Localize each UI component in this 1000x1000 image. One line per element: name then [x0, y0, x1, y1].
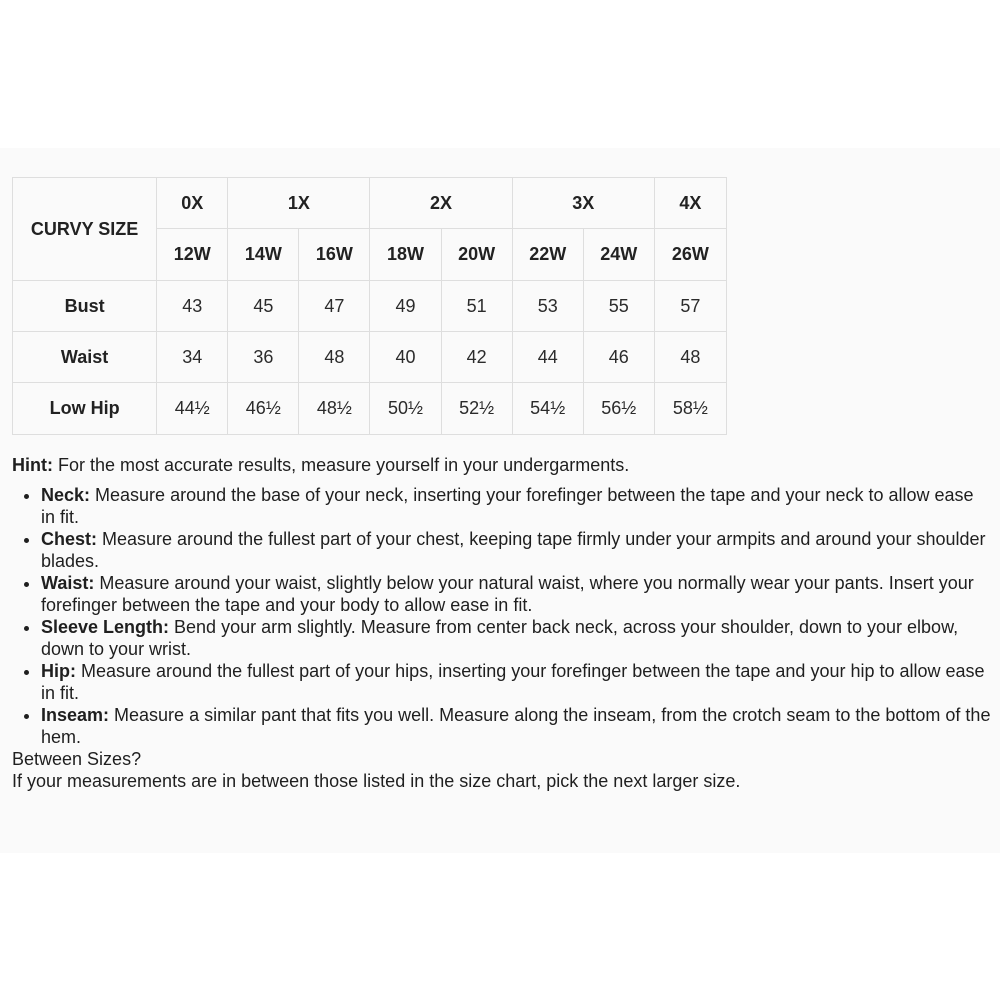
measurement-tips-list — [12, 484, 992, 748]
table-cell: 51 — [441, 281, 512, 332]
size-w-label: 14W — [228, 229, 299, 281]
measuring-guide — [12, 454, 992, 792]
size-group-row — [13, 178, 727, 229]
tip-text: Measure a similar pant that fits you well. Measure along the inseam, from the crotch seam to the bottom of the hem. — [41, 705, 991, 747]
table-cell: 47 — [299, 281, 370, 332]
size-w-label: 22W — [512, 229, 583, 281]
between-sizes-question: Between Sizes? — [12, 749, 142, 769]
hint-text: For the most accurate results, measure yourself in your undergarments. — [52, 455, 630, 475]
tip-term: Neck: — [41, 485, 91, 505]
table-cell: 42 — [441, 332, 512, 383]
table-cell: 44½ — [157, 383, 228, 435]
size-w-label: 26W — [654, 229, 726, 281]
size-group-0x: 0X — [157, 178, 228, 229]
size-w-label: 12W — [157, 229, 228, 281]
row-label: Waist — [13, 332, 157, 383]
size-group-1x: 1X — [228, 178, 370, 229]
hint-paragraph — [12, 454, 992, 476]
table-cell: 48½ — [299, 383, 370, 435]
table-cell: 46 — [583, 332, 654, 383]
tip-term: Inseam: — [41, 705, 110, 725]
table-cell: 40 — [370, 332, 441, 383]
table-cell: 53 — [512, 281, 583, 332]
table-cell: 57 — [654, 281, 726, 332]
table-top-band — [13, 148, 727, 178]
table-cell: 46½ — [228, 383, 299, 435]
table-cell: 54½ — [512, 383, 583, 435]
size-group-4x: 4X — [654, 178, 726, 229]
tip-text: Measure around your waist, slightly below your natural waist, where you normally wear your pants. Insert your forefinger between the tape and your body to allow ease in fit. — [41, 573, 974, 615]
table-cell: 50½ — [370, 383, 441, 435]
tip-text: Measure around the fullest part of your hips, inserting your forefinger between the tape and your hip to allow ease in fit. — [41, 661, 985, 703]
tip-text: Measure around the fullest part of your chest, keeping tape firmly under your armpits and around your shoulder blades. — [41, 529, 986, 571]
tip-term: Waist: — [41, 573, 95, 593]
table-cell: 48 — [299, 332, 370, 383]
tip-term: Hip: — [41, 661, 76, 681]
table-cell: 56½ — [583, 383, 654, 435]
table-cell: 52½ — [441, 383, 512, 435]
size-group-2x: 2X — [370, 178, 512, 229]
measurement-row-bust — [13, 281, 727, 332]
tip-hip — [41, 660, 992, 704]
measurement-row-low-hip — [13, 383, 727, 435]
table-cell: 48 — [654, 332, 726, 383]
table-cell: 44 — [512, 332, 583, 383]
hint-label: Hint: — [12, 455, 53, 475]
table-cell: 55 — [583, 281, 654, 332]
size-w-label: 24W — [583, 229, 654, 281]
size-w-label: 18W — [370, 229, 441, 281]
row-label: Bust — [13, 281, 157, 332]
table-cell: 58½ — [654, 383, 726, 435]
corner-label: CURVY SIZE — [13, 178, 157, 281]
tip-neck — [41, 484, 992, 528]
tip-sleeve-length — [41, 616, 992, 660]
row-label: Low Hip — [13, 383, 157, 435]
tip-waist — [41, 572, 992, 616]
tip-text: Measure around the base of your neck, inserting your forefinger between the tape and your neck to allow ease in fit. — [41, 485, 974, 527]
size-w-label: 16W — [299, 229, 370, 281]
tip-inseam — [41, 704, 992, 748]
tip-text: Bend your arm slightly. Measure from center back neck, across your shoulder, down to your elbow, down to your wrist. — [41, 617, 959, 659]
tip-term: Chest: — [41, 529, 98, 549]
table-cell: 45 — [228, 281, 299, 332]
size-w-label: 20W — [441, 229, 512, 281]
table-cell: 36 — [228, 332, 299, 383]
tip-chest — [41, 528, 992, 572]
between-sizes-answer: If your measurements are in between those listed in the size chart, pick the next larger size. — [12, 771, 741, 791]
table-cell: 49 — [370, 281, 441, 332]
table-cell: 43 — [157, 281, 228, 332]
tip-term: Sleeve Length: — [41, 617, 170, 637]
table-cell: 34 — [157, 332, 228, 383]
measurement-row-waist — [13, 332, 727, 383]
size-group-3x: 3X — [512, 178, 654, 229]
size-chart-table — [12, 148, 727, 435]
